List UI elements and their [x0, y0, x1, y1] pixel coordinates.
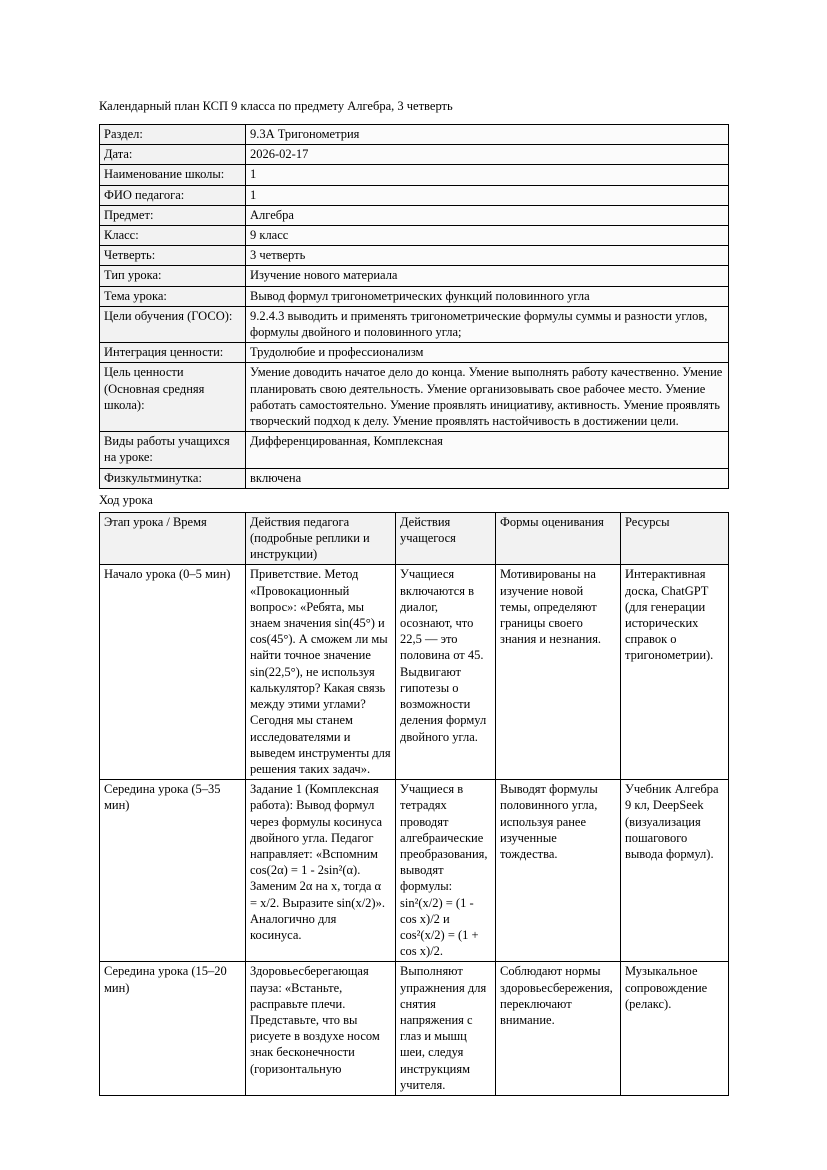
cell-stage: Начало урока (0–5 мин)	[100, 565, 246, 780]
table-row	[100, 185, 729, 205]
column-header-assessment: Формы оценивания	[496, 512, 621, 565]
table-row	[100, 363, 729, 432]
cell-stage: Середина урока (5–35 мин)	[100, 780, 246, 962]
cell-teacher-actions: Приветствие. Метод «Провокационный вопрос»: «Ребята, мы знаем значения sin(45°) и cos(45°). А сможем ли мы найти точное значение sin(22,5°), не используя калькулятор? Какая связь между этими углами? Сегодня мы станем исследователями и выведем инструменты для решения таких задач».	[246, 565, 396, 780]
info-value: Дифференцированная, Комплексная	[246, 432, 729, 468]
info-label: Цели обучения (ГОСО):	[100, 306, 246, 342]
info-label: Интеграция ценности:	[100, 343, 246, 363]
info-label: Дата:	[100, 145, 246, 165]
table-row	[100, 343, 729, 363]
lesson-flow-head	[100, 512, 729, 565]
cell-assessment: Соблюдают нормы здоровьесбережения, переключают внимание.	[496, 962, 621, 1096]
cell-teacher-actions: Здоровьесберегающая пауза: «Встаньте, расправьте плечи. Представьте, что вы рисуете в воздухе носом знак бесконечности (горизонтальную	[246, 962, 396, 1096]
table-row	[100, 165, 729, 185]
info-value: 9 класс	[246, 226, 729, 246]
cell-student-actions: Выполняют упражнения для снятия напряжения с глаз и мышц шеи, следуя инструкциям учителя.	[396, 962, 496, 1096]
info-label: Цель ценности (Основная средняя школа):	[100, 363, 246, 432]
info-value: 9.2.4.3 выводить и применять тригонометрические формулы суммы и разности углов, формулы двойного и половинного угла;	[246, 306, 729, 342]
lesson-flow-body	[100, 565, 729, 1096]
info-value: 2026-02-17	[246, 145, 729, 165]
lesson-flow-heading: Ход урока	[99, 492, 153, 507]
table-row	[100, 286, 729, 306]
info-label: Тип урока:	[100, 266, 246, 286]
lesson-info-body	[100, 125, 729, 489]
cell-assessment: Мотивированы на изучение новой темы, определяют границы своего знания и незнания.	[496, 565, 621, 780]
info-value: 3 четверть	[246, 246, 729, 266]
table-row	[100, 226, 729, 246]
table-row	[100, 962, 729, 1096]
cell-student-actions: Учащиеся включаются в диалог, осознают, что 22,5 — это половина от 45. Выдвигают гипотезы о возможности деления формул двойного угла.	[396, 565, 496, 780]
table-row	[100, 205, 729, 225]
column-header-student-actions: Действия учащегося	[396, 512, 496, 565]
info-value: Умение доводить начатое дело до конца. Умение выполнять работу качественно. Умение планировать свою деятельность. Умение организовывать свое рабочее место. Умение работать самостоятельно. Умение проявлять инициативу, активность. Умение проявлять творческий подход к делу. Умение проявлять настойчивость в достижении цели.	[246, 363, 729, 432]
info-value: Алгебра	[246, 205, 729, 225]
info-value: включена	[246, 468, 729, 488]
table-row	[100, 432, 729, 468]
table-row	[100, 306, 729, 342]
cell-resources: Интерактивная доска, ChatGPT (для генерации исторических справок о тригонометрии).	[621, 565, 729, 780]
cell-assessment: Выводят формулы половинного угла, используя ранее изученные тождества.	[496, 780, 621, 962]
page-title: Календарный план КСП 9 класса по предмету Алгебра, 3 четверть	[99, 99, 453, 113]
cell-resources: Музыкальное сопровождение (релакс).	[621, 962, 729, 1096]
table-row	[100, 468, 729, 488]
info-value: Вывод формул тригонометрических функций половинного угла	[246, 286, 729, 306]
info-label: Виды работы учащихся на уроке:	[100, 432, 246, 468]
cell-student-actions: Учащиеся в тетрадях проводят алгебраические преобразования, выводят формулы: sin²(x/2) = (1 - cos x)/2 и cos²(x/2) = (1 + cos x)/2.	[396, 780, 496, 962]
info-value: 1	[246, 165, 729, 185]
info-label: Наименование школы:	[100, 165, 246, 185]
table-row	[100, 246, 729, 266]
info-value: 1	[246, 185, 729, 205]
info-label: Тема урока:	[100, 286, 246, 306]
info-label: Предмет:	[100, 205, 246, 225]
info-label: ФИО педагога:	[100, 185, 246, 205]
lesson-flow-table	[99, 512, 729, 1096]
table-row	[100, 266, 729, 286]
info-value: Трудолюбие и профессионализм	[246, 343, 729, 363]
column-header-resources: Ресурсы	[621, 512, 729, 565]
cell-stage: Середина урока (15–20 мин)	[100, 962, 246, 1096]
table-row	[100, 565, 729, 780]
cell-teacher-actions: Задание 1 (Комплексная работа): Вывод формул через формулы косинуса двойного угла. Педагог направляет: «Вспомним cos(2α) = 1 - 2sin²(α). Заменим 2α на x, тогда α = x/2. Выразите sin(x/2)». Аналогично для косинуса.	[246, 780, 396, 962]
info-value: Изучение нового материала	[246, 266, 729, 286]
column-header-stage: Этап урока / Время	[100, 512, 246, 565]
info-label: Физкультминутка:	[100, 468, 246, 488]
info-label: Класс:	[100, 226, 246, 246]
lesson-info-table	[99, 124, 729, 489]
table-row	[100, 780, 729, 962]
info-value: 9.3А Тригонометрия	[246, 125, 729, 145]
info-label: Раздел:	[100, 125, 246, 145]
info-label: Четверть:	[100, 246, 246, 266]
cell-resources: Учебник Алгебра 9 кл, DeepSeek (визуализация пошагового вывода формул).	[621, 780, 729, 962]
table-header-row	[100, 512, 729, 565]
table-row	[100, 145, 729, 165]
column-header-teacher-actions: Действия педагога (подробные реплики и инструкции)	[246, 512, 396, 565]
table-row	[100, 125, 729, 145]
